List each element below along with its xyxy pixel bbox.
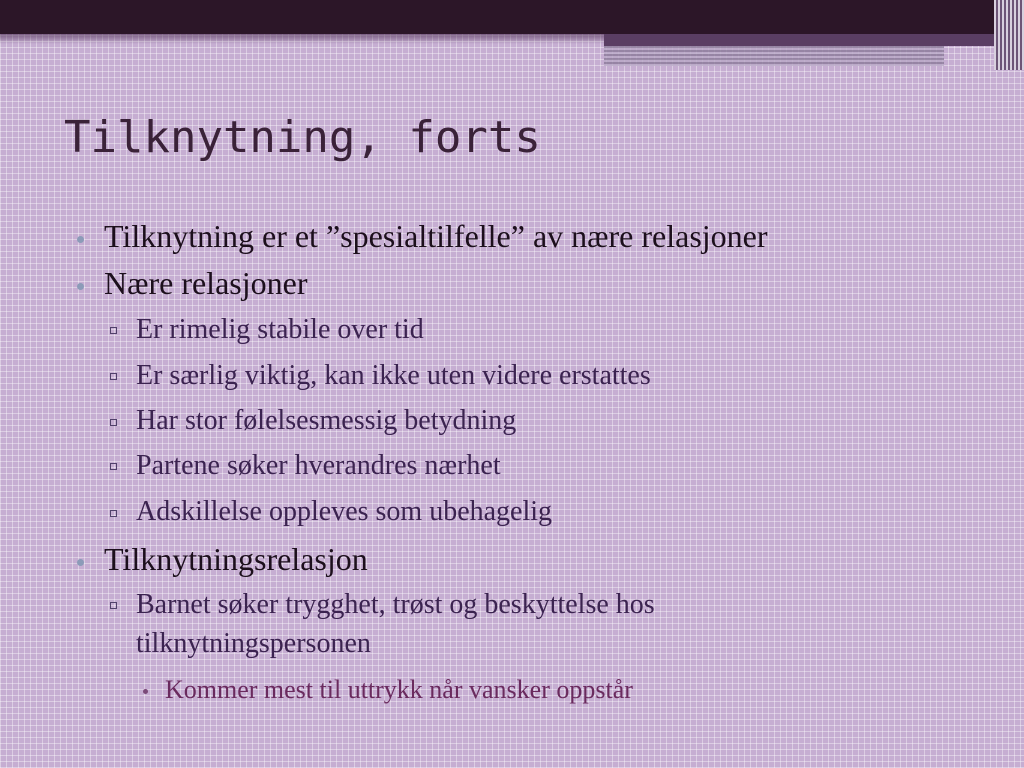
sub-bullet-item: Barnet søker trygghet, trøst og beskyttelse hos — [136, 589, 655, 620]
bullet-square-icon — [110, 510, 117, 517]
bullet-tiny-icon — [143, 689, 148, 694]
sub-bullet-item: Er særlig viktig, kan ikke uten videre erstattes — [136, 360, 651, 391]
sub-bullet-item: Har stor følelsesmessig betydning — [136, 405, 517, 436]
sub-bullet-item-continuation: tilknytningspersonen — [136, 628, 371, 659]
bullet-dot-icon — [77, 559, 84, 566]
header-accent-band — [604, 34, 1024, 46]
bullet-dot-icon — [77, 236, 84, 243]
sub-bullet-item: Er rimelig stabile over tid — [136, 314, 424, 345]
slide-title: Tilknytning, forts — [64, 112, 541, 163]
bullet-item: Tilknytningsrelasjon — [104, 541, 368, 577]
header-vertical-lines — [994, 0, 1024, 70]
bullet-square-icon — [110, 419, 117, 426]
bullet-square-icon — [110, 327, 117, 334]
sub-sub-bullet-item: Kommer mest til uttrykk når vansker oppstår — [165, 675, 633, 704]
bullet-item: Nære relasjoner — [104, 265, 308, 301]
sub-bullet-item: Partene søker hverandres nærhet — [136, 450, 501, 481]
bullet-dot-icon — [77, 283, 84, 290]
header-bar — [0, 0, 1024, 34]
bullet-square-icon — [110, 463, 117, 470]
sub-bullet-item: Adskillelse oppleves som ubehagelig — [136, 496, 553, 527]
bullet-item: Tilknytning er et ”spesialtilfelle” av nære relasjoner — [104, 218, 768, 254]
bullet-square-icon — [110, 373, 117, 380]
bullet-square-icon — [110, 602, 117, 609]
